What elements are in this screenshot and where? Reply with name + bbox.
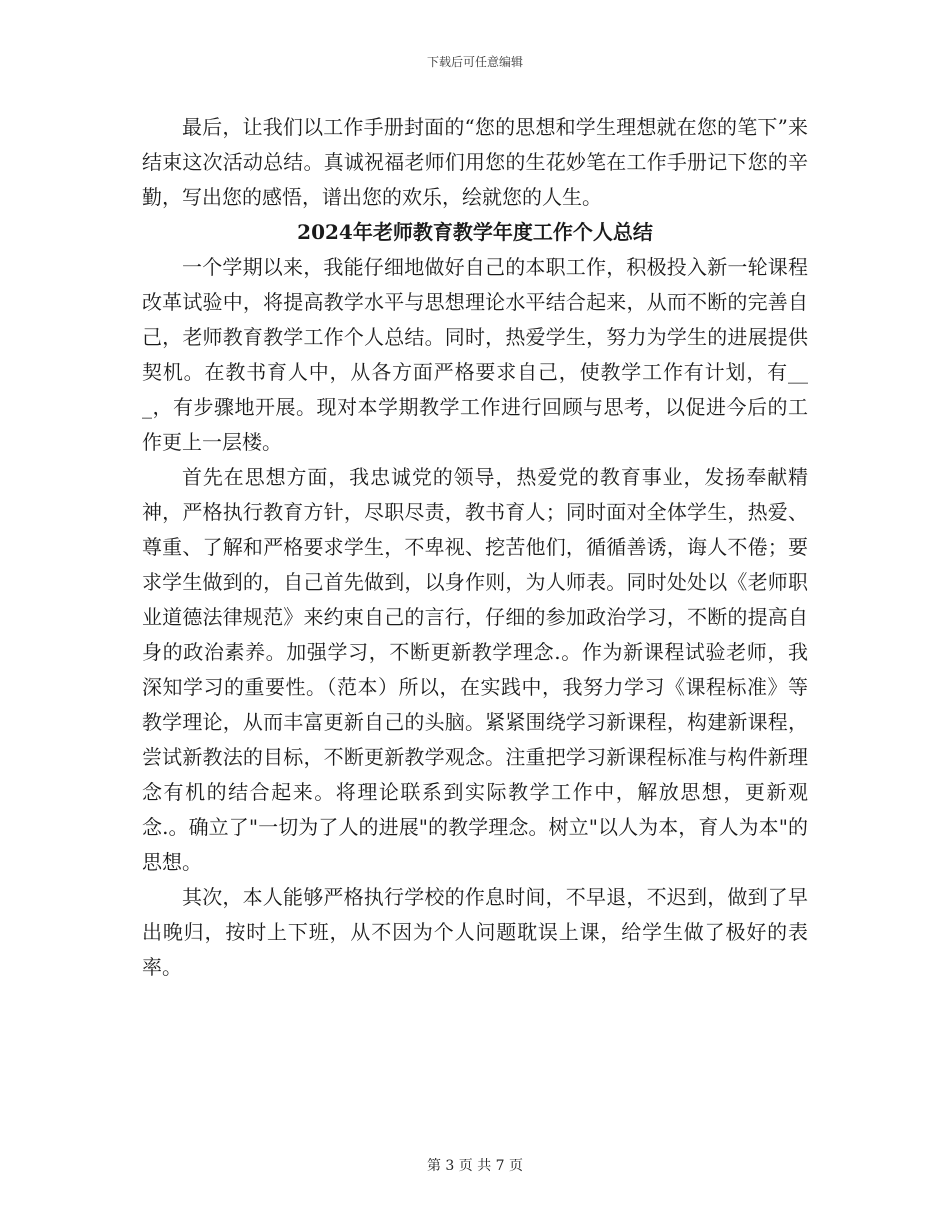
body-paragraph-2: 首先在思想方面，我忠诚党的领导，热爱党的教育事业，发扬奉献精神，严格执行教育方针，尽职尽责，教书育人；同时面对全体学生，热爱、尊重、了解和严格要求学生，不卑视、挖苦他们，循循善诱，诲人不倦；要求学生做到的，自己首先做到，以身作则，为人师表。同时处处以《老师职业道德法律规范》来约束自己的言行，仔细的参加政治学习，不断的提高自身的政治素养。加强学习，不断更新教学理念.。作为新课程试验老师，我深知学习的重要性。（范本）所以，在实践中，我努力学习《课程标准》等教学理论，从而丰富更新自己的头脑。紧紧围绕学习新课程，构建新课程，尝试新教法的目标，不断更新教学观念。注重把学习新课程标准与构件新理念有机的结合起来。将理论联系到实际教学工作中，解放思想，更新观念.。确立了"一切为了人的进展"的教学理念。树立"以人为本，育人为本"的思想。: [142, 465, 808, 874]
body-paragraph-3: 其次，本人能够严格执行学校的作息时间，不早退，不迟到，做到了早出晚归，按时上下班，从不因为个人问题耽误上课，给学生做了极好的表率。: [142, 885, 808, 979]
intro-paragraph: 最后，让我们以工作手册封面的“您的思想和学生理想就在您的笔下”来结束这次活动总结。真诚祝福老师们用您的生花妙笔在工作手册记下您的辛勤，写出您的感悟，谱出您的欢乐，绘就您的人生。: [142, 115, 808, 209]
document-body: [142, 110, 808, 985]
document-title: 2024年老师教育教学年度工作个人总结: [297, 220, 653, 244]
page-header: 下载后可任意编辑: [426, 55, 523, 69]
body-paragraph-1: 一个学期以来，我能仔细地做好自己的本职工作，积极投入新一轮课程改革试验中，将提高教学水平与思想理论水平结合起来，从而不断的完善自己，老师教育教学工作个人总结。同时，热爱学生，努力为学生的进展提供契机。在教书育人中，从各方面严格要求自己，使教学工作有计划，有___，有步骤地开展。现对本学期教学工作进行回顾与思考，以促进今后的工作更上一层楼。: [142, 255, 808, 454]
page-footer: 第 3 页 共 7 页: [426, 1158, 524, 1174]
